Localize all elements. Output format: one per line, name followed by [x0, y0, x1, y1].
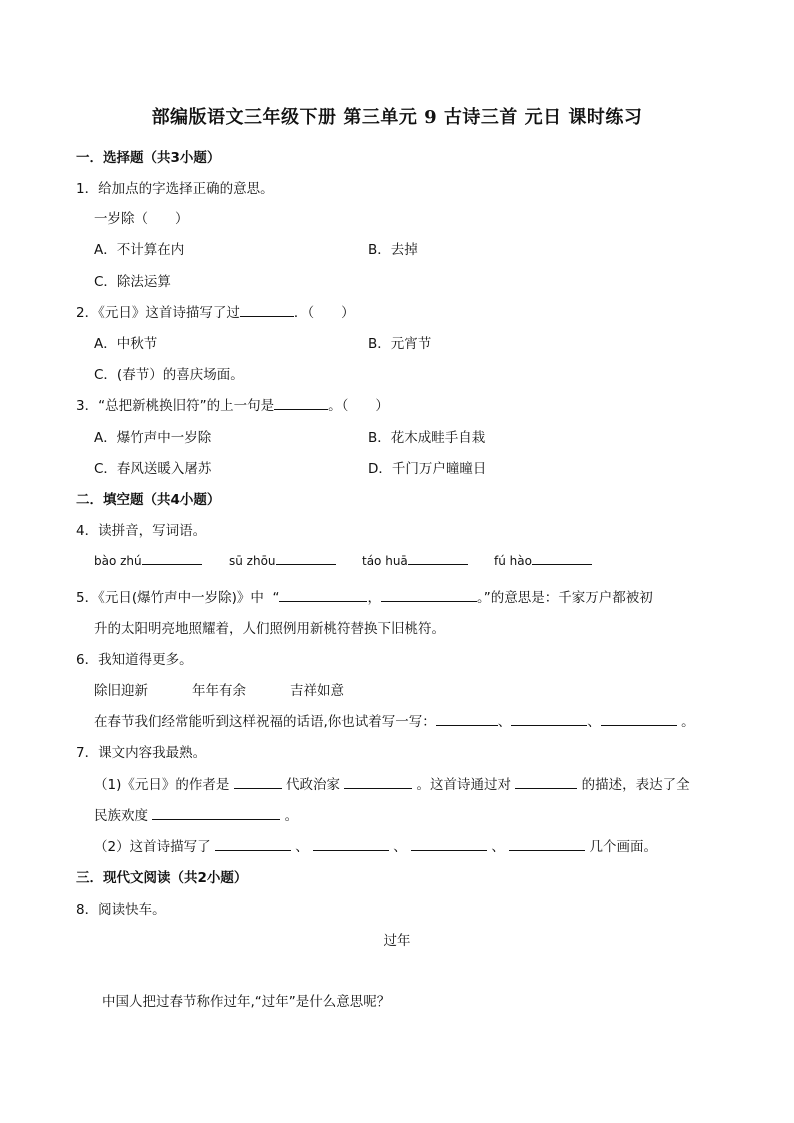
question-3-option-d: D．千门万户曈曈日 — [368, 461, 487, 477]
separator: 、 — [497, 714, 512, 730]
separator: 、 — [393, 839, 407, 855]
text: 民族欢度 — [94, 808, 148, 824]
question-3-stem — [76, 394, 389, 414]
blank-line — [436, 713, 498, 726]
text: （2）这首诗描写了 — [94, 839, 211, 855]
section-heading-fill: 二．填空题（共4小题） — [76, 492, 221, 508]
period: 。 — [681, 714, 695, 730]
question-3-option-b: B．花木成畦手自栽 — [368, 430, 486, 446]
question-1-option-c: C．除法运算 — [94, 274, 171, 290]
blank-line — [511, 713, 587, 726]
blessing-word-3: 吉祥如意 — [290, 683, 344, 699]
pinyin-text: sū zhōu — [229, 554, 276, 568]
blank-line — [601, 713, 677, 726]
question-4-stem: 4．读拼音，写词语。 — [76, 523, 207, 539]
blank-line — [411, 838, 487, 851]
question-1-option-b: B．去掉 — [368, 242, 418, 258]
stem-text: 5．《元日(爆竹声中一岁除)》中 — [76, 590, 264, 606]
pinyin-text: táo huā — [362, 554, 408, 568]
text: （1)《元日》的作者是 — [94, 777, 230, 793]
blank-line — [408, 552, 468, 565]
question-3-option-c: C．春风送暖入屠苏 — [94, 461, 212, 477]
text: 代政治家 — [285, 777, 340, 793]
question-8-stem: 8．阅读快车。 — [76, 902, 166, 918]
question-1-word — [94, 207, 189, 227]
separator: 、 — [295, 839, 309, 855]
text: 。 — [284, 808, 299, 824]
blessing-word-2: 年年有余 — [192, 683, 246, 699]
answer-paren: （ ） — [134, 211, 189, 227]
stem-text-end: 。”的意思是：千家万户都被初 — [476, 590, 653, 606]
blank-line — [240, 304, 294, 317]
stem-text-end: 。（ ） — [328, 398, 389, 414]
blank-line — [509, 838, 585, 851]
question-1-option-a: A．不计算在内 — [94, 242, 185, 258]
question-5-line-2: 升的太阳明亮地照耀着，人们照例用新桃符替换下旧桃符。 — [94, 621, 445, 637]
question-7-part-1-line-2 — [94, 804, 298, 824]
text: 。这首诗通过对 — [416, 777, 512, 793]
pinyin-text: fú hào — [494, 554, 532, 568]
pinyin-text: bào zhú — [94, 554, 142, 568]
text: 几个画面。 — [589, 839, 657, 855]
blank-line — [152, 807, 280, 820]
pinyin-item-1 — [94, 552, 202, 569]
pinyin-item-4 — [494, 552, 592, 569]
separator: 、 — [587, 714, 601, 730]
prompt-text: 在春节我们经常能听到这样祝福的话语,你也试着写一写： — [94, 714, 436, 730]
pinyin-item-2 — [229, 552, 336, 569]
question-7-part-2 — [94, 835, 657, 855]
section-heading-reading: 三．现代文阅读（共2小题） — [76, 870, 248, 886]
stem-text: 3．“总把新桃换旧符”的上一句是 — [76, 398, 275, 414]
question-2-option-b: B．元宵节 — [368, 336, 432, 352]
question-2-option-a: A．中秋节 — [94, 336, 158, 352]
text: 的描述，表达了全 — [581, 777, 690, 793]
blank-line — [274, 397, 328, 410]
blank-line — [313, 838, 389, 851]
question-7-part-1-line-1 — [94, 773, 690, 793]
open-quote: “ — [272, 590, 280, 606]
comma: ， — [367, 590, 381, 606]
question-3-option-a: A．爆竹声中一岁除 — [94, 430, 212, 446]
blank-line — [381, 589, 477, 602]
blank-line — [279, 589, 367, 602]
question-5-line-1 — [76, 586, 653, 606]
question-1-stem: 1．给加点的字选择正确的意思。 — [76, 181, 274, 197]
page-title: 部编版语文三年级下册 第三单元 9 古诗三首 元日 课时练习 — [151, 107, 643, 128]
separator: 、 — [491, 839, 505, 855]
pinyin-item-3 — [362, 552, 468, 569]
stem-text-end: ．（ ） — [293, 305, 355, 321]
word-prefix: 一岁 — [94, 211, 121, 227]
question-6-stem: 6．我知道得更多。 — [76, 652, 193, 668]
stem-text: 2．《元日》这首诗描写了过 — [76, 305, 240, 321]
blank-line — [532, 552, 592, 565]
passage-paragraph: 中国人把过春节称作过年,“过年”是什么意思呢？ — [102, 994, 391, 1010]
question-2-stem — [76, 301, 355, 321]
blank-line — [142, 552, 202, 565]
question-6-prompt — [94, 710, 695, 730]
question-2-option-c: C．(春节）的喜庆场面。 — [94, 367, 244, 383]
emphasized-char: 除 — [121, 211, 135, 227]
blank-line — [234, 776, 282, 789]
blank-line — [276, 552, 336, 565]
passage-title: 过年 — [383, 933, 411, 949]
blank-line — [515, 776, 577, 789]
blessing-word-1: 除旧迎新 — [94, 683, 148, 699]
blank-line — [215, 838, 291, 851]
question-7-stem: 7．课文内容我最熟。 — [76, 745, 207, 761]
blank-line — [344, 776, 412, 789]
section-heading-choice: 一．选择题（共3小题） — [76, 150, 221, 166]
